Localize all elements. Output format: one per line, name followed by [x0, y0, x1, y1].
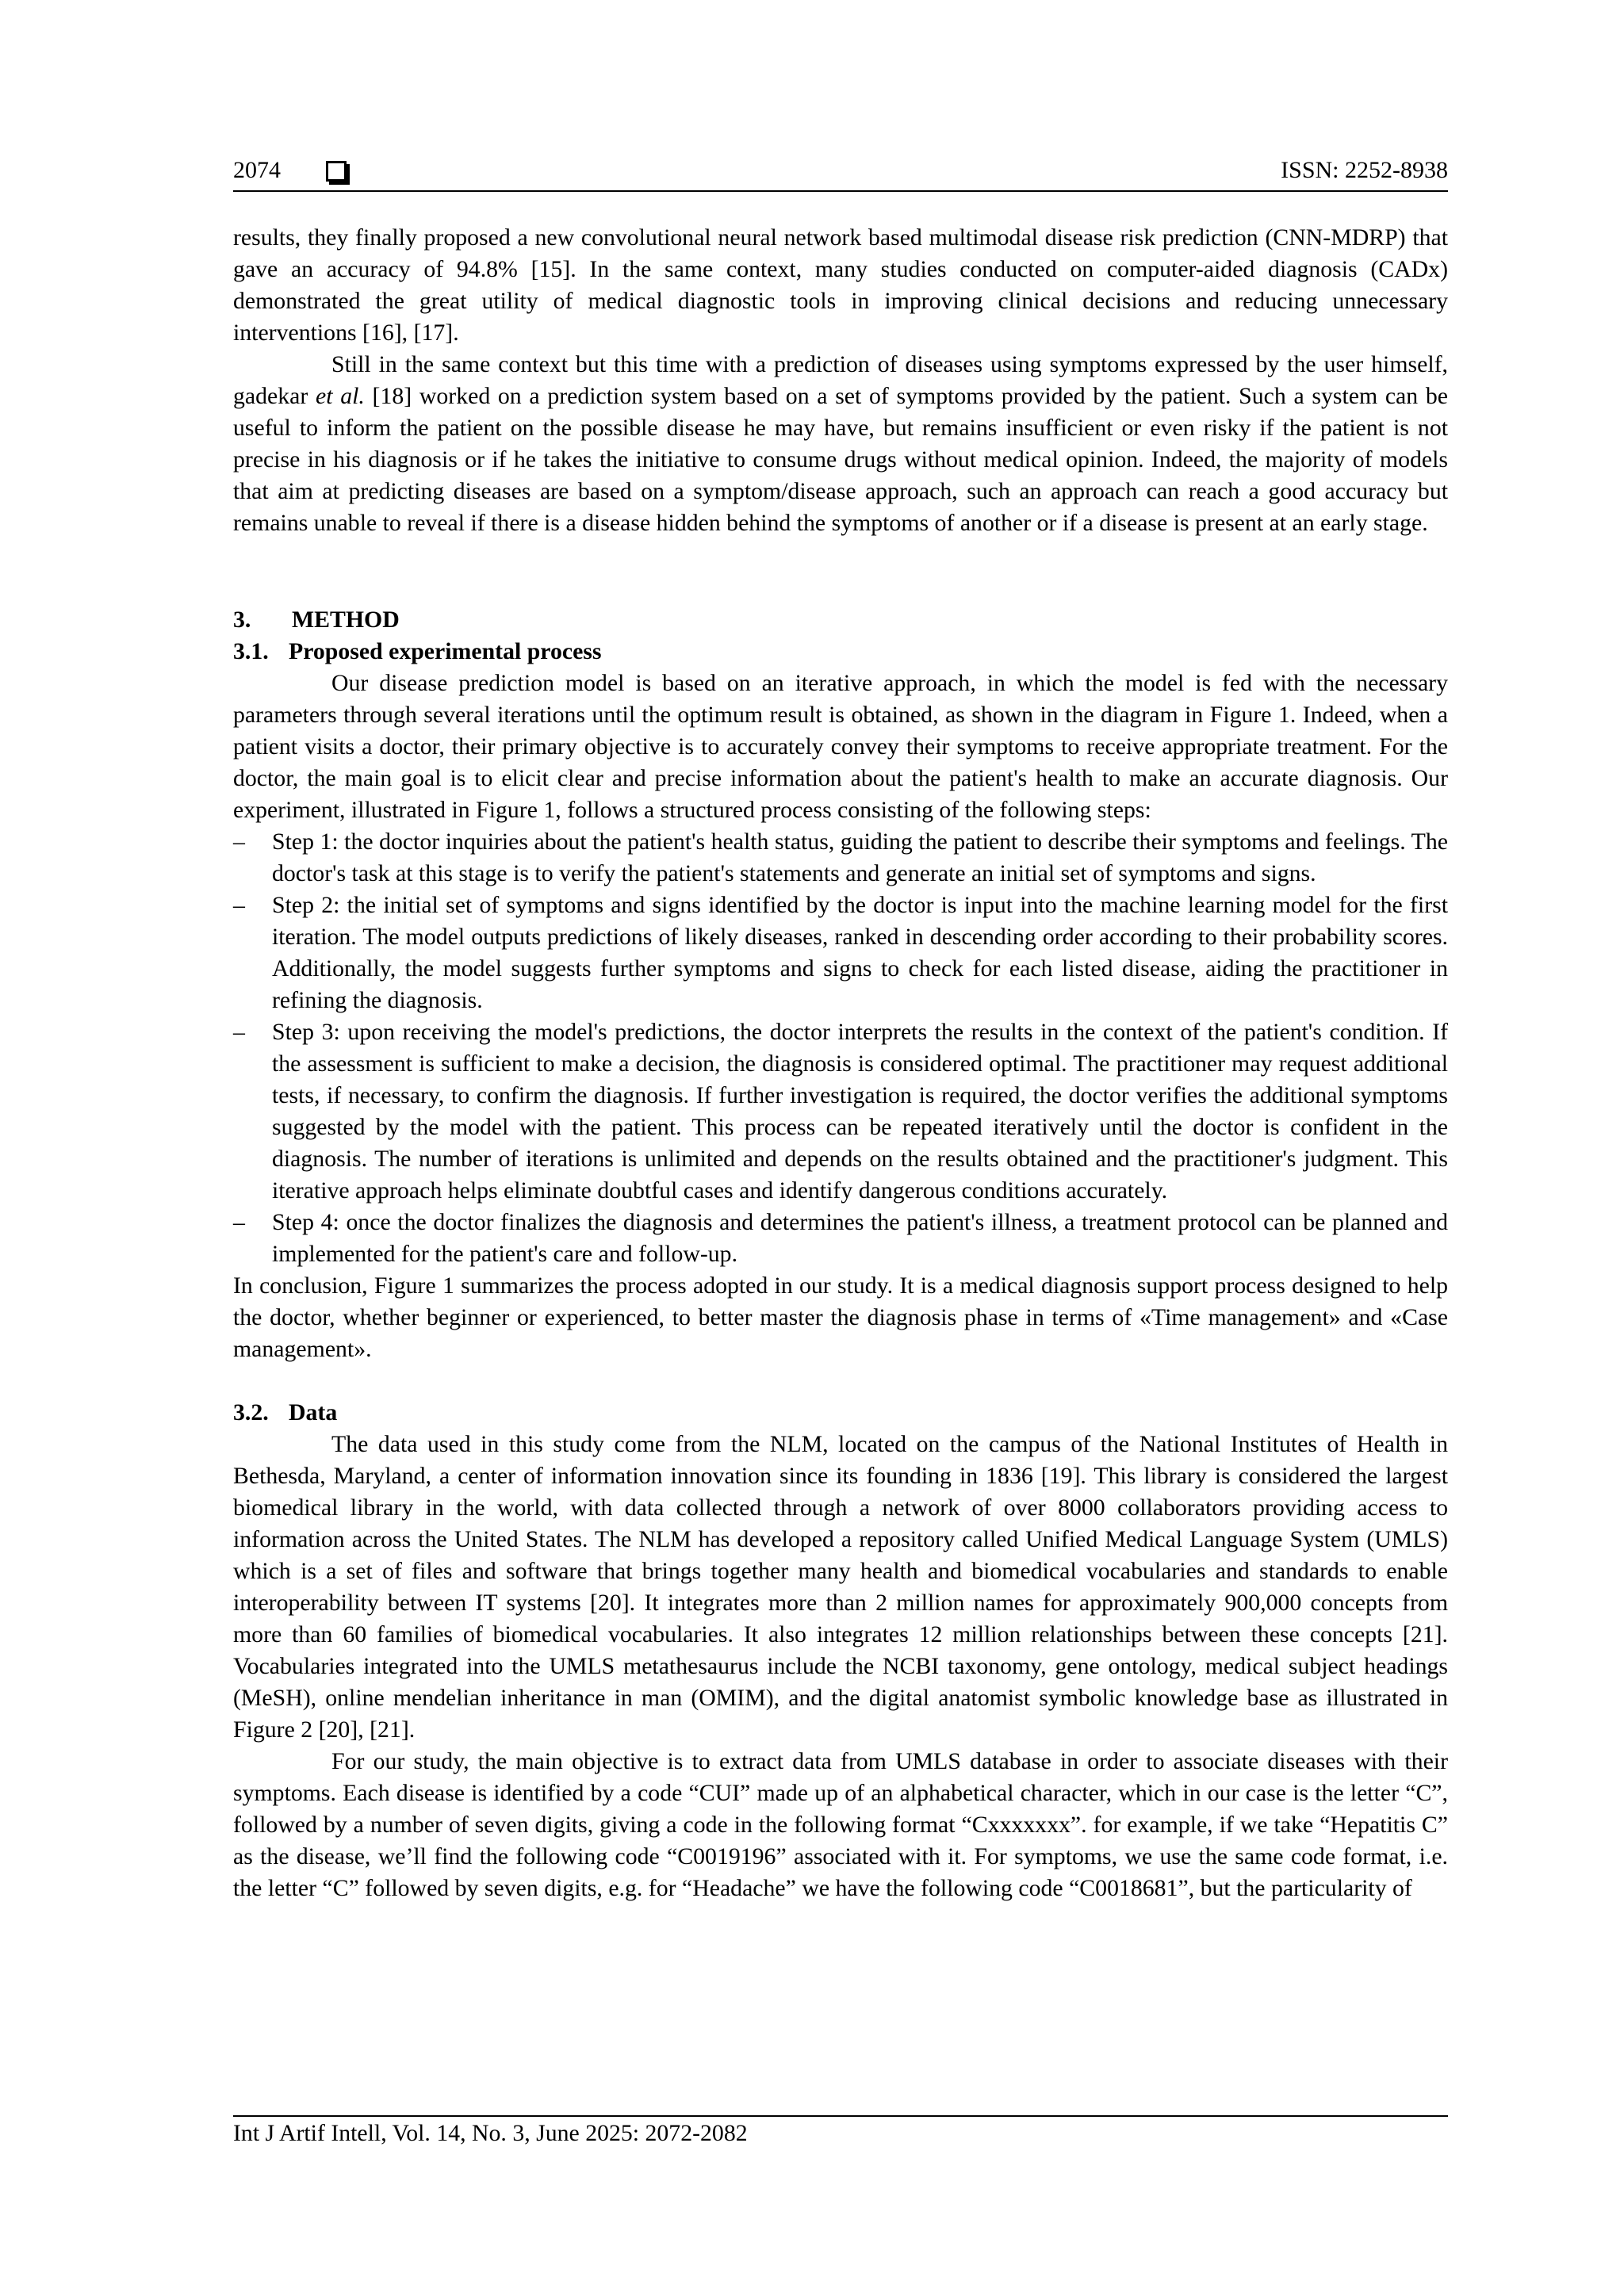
- journal-citation: Int J Artif Intell, Vol. 14, No. 3, June 2025: 2072-2082: [233, 2120, 748, 2146]
- subsection-number: 3.2.: [233, 1399, 269, 1425]
- subsection-title: Proposed experimental process: [289, 638, 602, 664]
- section-heading-method: [233, 604, 1448, 636]
- et-al-italic: et al.: [316, 383, 365, 409]
- list-item: – Step 2: the initial set of symptoms and signs identified by the doctor is input into the machine learning model for the first iteration. The model outputs predictions of likely diseases, ranked in descending order according to their probability scores. Additionally, the model suggests further symptoms and signs to check for each listed disease, aiding the practitioner in refining the diagnosis.: [233, 890, 1448, 1016]
- dash-bullet: –: [233, 828, 245, 855]
- section-title: METHOD: [292, 607, 400, 633]
- data-paragraph-1: The data used in this study come from the NLM, located on the campus of the National Institutes of Health in Bethesda, Maryland, a center of information innovation since its founding in 1836 [19]. This library is considered the largest biomedical library in the world, with data collected through a network of over 8000 collaborators providing access to information across the United States. The NLM has developed a repository called Unified Medical Language System (UMLS) which is a set of files and software that brings together many health and biomedical vocabularies and standards to enable interoperability between IT systems [20]. It integrates more than 2 million names for approximately 900,000 concepts from more than 60 families of biomedical vocabularies. It also integrates 12 million relationships between these concepts [21]. Vocabularies integrated into the UMLS metathesaurus include the NCBI taxonomy, gene ontology, medical subject headings (MeSH), online mendelian inheritance in man (OMIM), and the digital anatomist symbolic knowledge base as illustrated in Figure 2 [20], [21].: [233, 1431, 1448, 1743]
- section-number: 3.: [233, 607, 251, 633]
- intro-paragraph-1: results, they finally proposed a new convolutional neural network based multimodal disease risk prediction (CNN-MDRP) that gave an accuracy of 94.8% [15]. In the same context, many studies conducted on computer-aided diagnosis (CADx) demonstrated the great utility of medical diagnostic tools in improving clinical decisions and reducing unnecessary interventions [16], [17].: [233, 224, 1448, 346]
- dash-bullet: –: [233, 1209, 245, 1235]
- paper-page: [233, 155, 1448, 2233]
- list-item: – Step 1: the doctor inquiries about the patient's health status, guiding the patient to describe their symptoms and feelings. The doctor's task at this stage is to verify the patient's statements and generate an initial set of symptoms and signs.: [233, 826, 1448, 890]
- conclusion-paragraph: In conclusion, Figure 1 summarizes the process adopted in our study. It is a medical diagnosis support process designed to help the doctor, whether beginner or experienced, to better master the diagnosis phase in terms of «Time management» and «Case management».: [233, 1272, 1448, 1362]
- box-bullet-icon: [326, 161, 347, 182]
- page-number: 2074: [233, 157, 281, 183]
- subsection-number: 3.1.: [233, 638, 269, 664]
- dash-bullet: –: [233, 892, 245, 918]
- list-item: – Step 3: upon receiving the model's predictions, the doctor interprets the results in the context of the patient's condition. If the assessment is sufficient to make a decision, the diagnosis is considered optimal. The practitioner may request additional tests, if necessary, to confirm the diagnosis. If further investigation is required, the doctor verifies the additional symptoms suggested by the model with the patient. This process can be repeated iteratively until the doctor is confident in the diagnosis. The number of iterations is unlimited and depends on the results obtained and the practitioner's judgment. This iterative approach helps eliminate doubtful cases and identify dangerous conditions accurately.: [233, 1016, 1448, 1207]
- issn-label: ISSN: 2252-8938: [1281, 157, 1448, 183]
- subsection-heading-process: [233, 636, 1448, 668]
- running-footer: [233, 2115, 1448, 2147]
- subsection-heading-data: [233, 1397, 1448, 1429]
- data-paragraph-2: For our study, the main objective is to extract data from UMLS database in order to associate diseases with their symptoms. Each disease is identified by a code “CUI” made up of an alphabetical character, which in our case is the letter “C”, followed by a number of seven digits, giving a code in the following format “Cxxxxxxx”. for example, if we take “Hepatitis C” as the disease, we’ll find the following code “C0019196” associated with it. For symptoms, we use the same code format, i.e. the letter “C” followed by seven digits, e.g. for “Headache” we have the following code “C0018681”, but the particularity of: [233, 1748, 1448, 1901]
- subsection-title: Data: [289, 1399, 338, 1425]
- running-header: [233, 155, 1448, 192]
- intro-paragraph-2: Still in the same context but this time with a prediction of diseases using symptoms expressed by the user himself, gadekar et al. [18] worked on a prediction system based on a set of symptoms provided by the patient. Such a system can be useful to inform the patient on the possible disease he may have, but remains insufficient or even risky if the patient is not precise in his diagnosis or if he takes the initiative to consume drugs without medical opinion. Indeed, the majority of models that aim at predicting diseases are based on a symptom/disease approach, such an approach can reach a good accuracy but remains unable to reveal if there is a disease hidden behind the symptoms of another or if a disease is present at an early stage.: [233, 351, 1448, 536]
- list-item: – Step 4: once the doctor finalizes the diagnosis and determines the patient's illness, a treatment protocol can be planned and implemented for the patient's care and follow-up.: [233, 1207, 1448, 1270]
- steps-list: [233, 826, 1448, 1270]
- dash-bullet: –: [233, 1019, 245, 1045]
- body-text: [233, 222, 1448, 1904]
- process-paragraph: Our disease prediction model is based on an iterative approach, in which the model is fed with the necessary parameters through several iterations until the optimum result is obtained, as shown in the diagram in Figure 1. Indeed, when a patient visits a doctor, their primary objective is to accurately convey their symptoms to receive appropriate treatment. For the doctor, the main goal is to elicit clear and precise information about the patient's health to make an accurate diagnosis. Our experiment, illustrated in Figure 1, follows a structured process consisting of the following steps:: [233, 670, 1448, 823]
